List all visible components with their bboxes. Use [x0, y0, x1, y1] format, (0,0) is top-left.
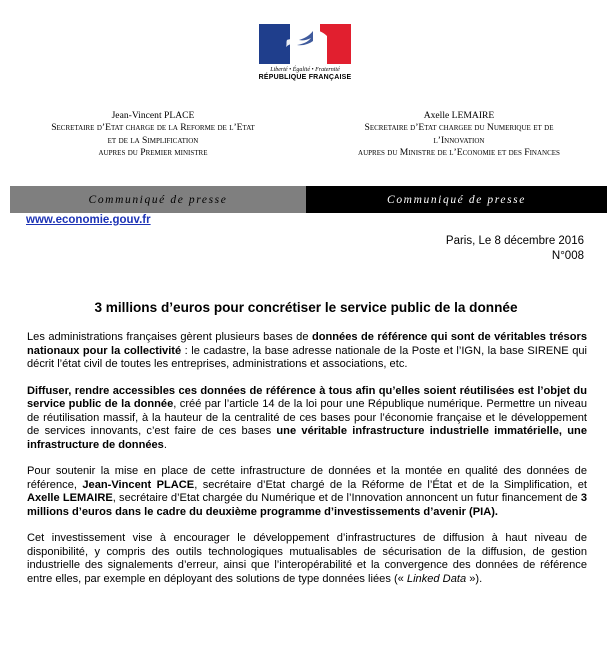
press-headline: 3 millions d’euros pour concrétiser le service public de la donnée — [94, 300, 518, 315]
paragraph-segment: , secrétaire d’Etat chargée du Numérique et de l’Innovation annoncent un futur financement de — [112, 492, 581, 504]
paragraph-segment: 3 millions d’euros dans le cadre du deuxième programme d’investissements d’avenir (PIA). — [27, 492, 587, 518]
paragraph-segment: »). — [466, 572, 483, 585]
official-title-line: Secretaire d’Etat chargee du Numerique et de — [364, 122, 554, 134]
body-paragraph — [27, 532, 587, 586]
body-paragraph — [27, 331, 587, 372]
official-name: Axelle LEMAIRE — [423, 110, 495, 121]
press-release-banner — [10, 186, 607, 213]
press-body — [27, 331, 587, 599]
paragraph-segment: Pour soutenir la mise en place de cette infrastructure de données et la montée en qualité des données de référence, — [27, 465, 587, 491]
press-label-left: Communiqué de presse — [10, 186, 306, 213]
paragraph-segment: Les administrations françaises gèrent plusieurs bases de — [27, 331, 312, 343]
paragraph-segment: , secrétaire d’Etat chargé de la Réforme de l’État et de la Simplification, et — [194, 478, 587, 491]
official-left — [0, 110, 306, 160]
official-title-line: aupres du Premier ministre — [98, 147, 208, 159]
official-title-line: aupres du Ministre de l’Economie et des Finances — [358, 147, 560, 159]
official-right — [306, 110, 612, 160]
body-paragraph — [27, 465, 587, 519]
official-title-line: et de la Simplification — [107, 134, 199, 146]
official-title-line: Secretaire d’Etat charge de la Reforme de l’Etat — [51, 122, 255, 134]
release-number: N°008 — [551, 249, 584, 262]
release-date: Paris, Le 8 décembre 2016 — [445, 235, 584, 247]
paragraph-segment: Jean-Vincent PLACE — [82, 478, 195, 491]
body-paragraph — [27, 385, 587, 453]
paragraph-segment: Axelle LEMAIRE — [27, 492, 113, 504]
marianne-profile-icon — [283, 28, 327, 64]
motto-text: Liberté • Égalité • Fraternité — [270, 67, 340, 73]
website-link[interactable]: www.economie.gouv.fr — [26, 214, 151, 226]
paragraph-segment: données de référence qui sont de véritables trésors nationaux pour la collectivité — [27, 331, 587, 357]
paragraph-segment: . — [163, 438, 167, 451]
government-logo — [255, 24, 355, 81]
paragraph-segment: une véritable infrastructure industrielle immatérielle, une infrastructure de données — [27, 425, 587, 451]
french-flag — [259, 24, 351, 64]
republic-text: RÉPUBLIQUE FRANÇAISE — [258, 74, 352, 81]
paragraph-segment: , créé par l’article 14 de la loi pour une République numérique. Permettre un niveau de réutilisation massif, à la hauteur de la centralité de ces bases pour l’économie française et le développement de services innovants, c’est faire de ces bases — [27, 398, 587, 437]
paragraph-segment: Diffuser, rendre accessibles ces données de référence à tous afin qu’elles soient réutilisées est l’objet du service public de la donnée — [27, 384, 587, 410]
dateline — [446, 234, 584, 263]
paragraph-segment: Cet investissement vise à encourager le développement d’infrastructures de diffusion à haut niveau de disponibilité, y compris des outils technologiques mutualisables de sécurisation de la diffusion, de gestion industrielle des signalements d’erreur, ainsi que l’interopérabilité et la convergence des données de référence entre elles, par exemple en déployant des solutions de type données liées (« — [27, 532, 587, 585]
officials-header — [0, 110, 612, 160]
official-title-line: l’Innovation — [433, 134, 485, 146]
press-label-right: Communiqué de presse — [306, 186, 607, 213]
paragraph-segment: Linked Data — [406, 572, 467, 585]
paragraph-segment: : le cadastre, la base adresse nationale de la Poste et l’IGN, la base SIRENE qui décrit l’état civil de toutes les entreprises, administrations et associations, etc. — [27, 344, 587, 370]
official-name: Jean-Vincent PLACE — [111, 110, 195, 121]
